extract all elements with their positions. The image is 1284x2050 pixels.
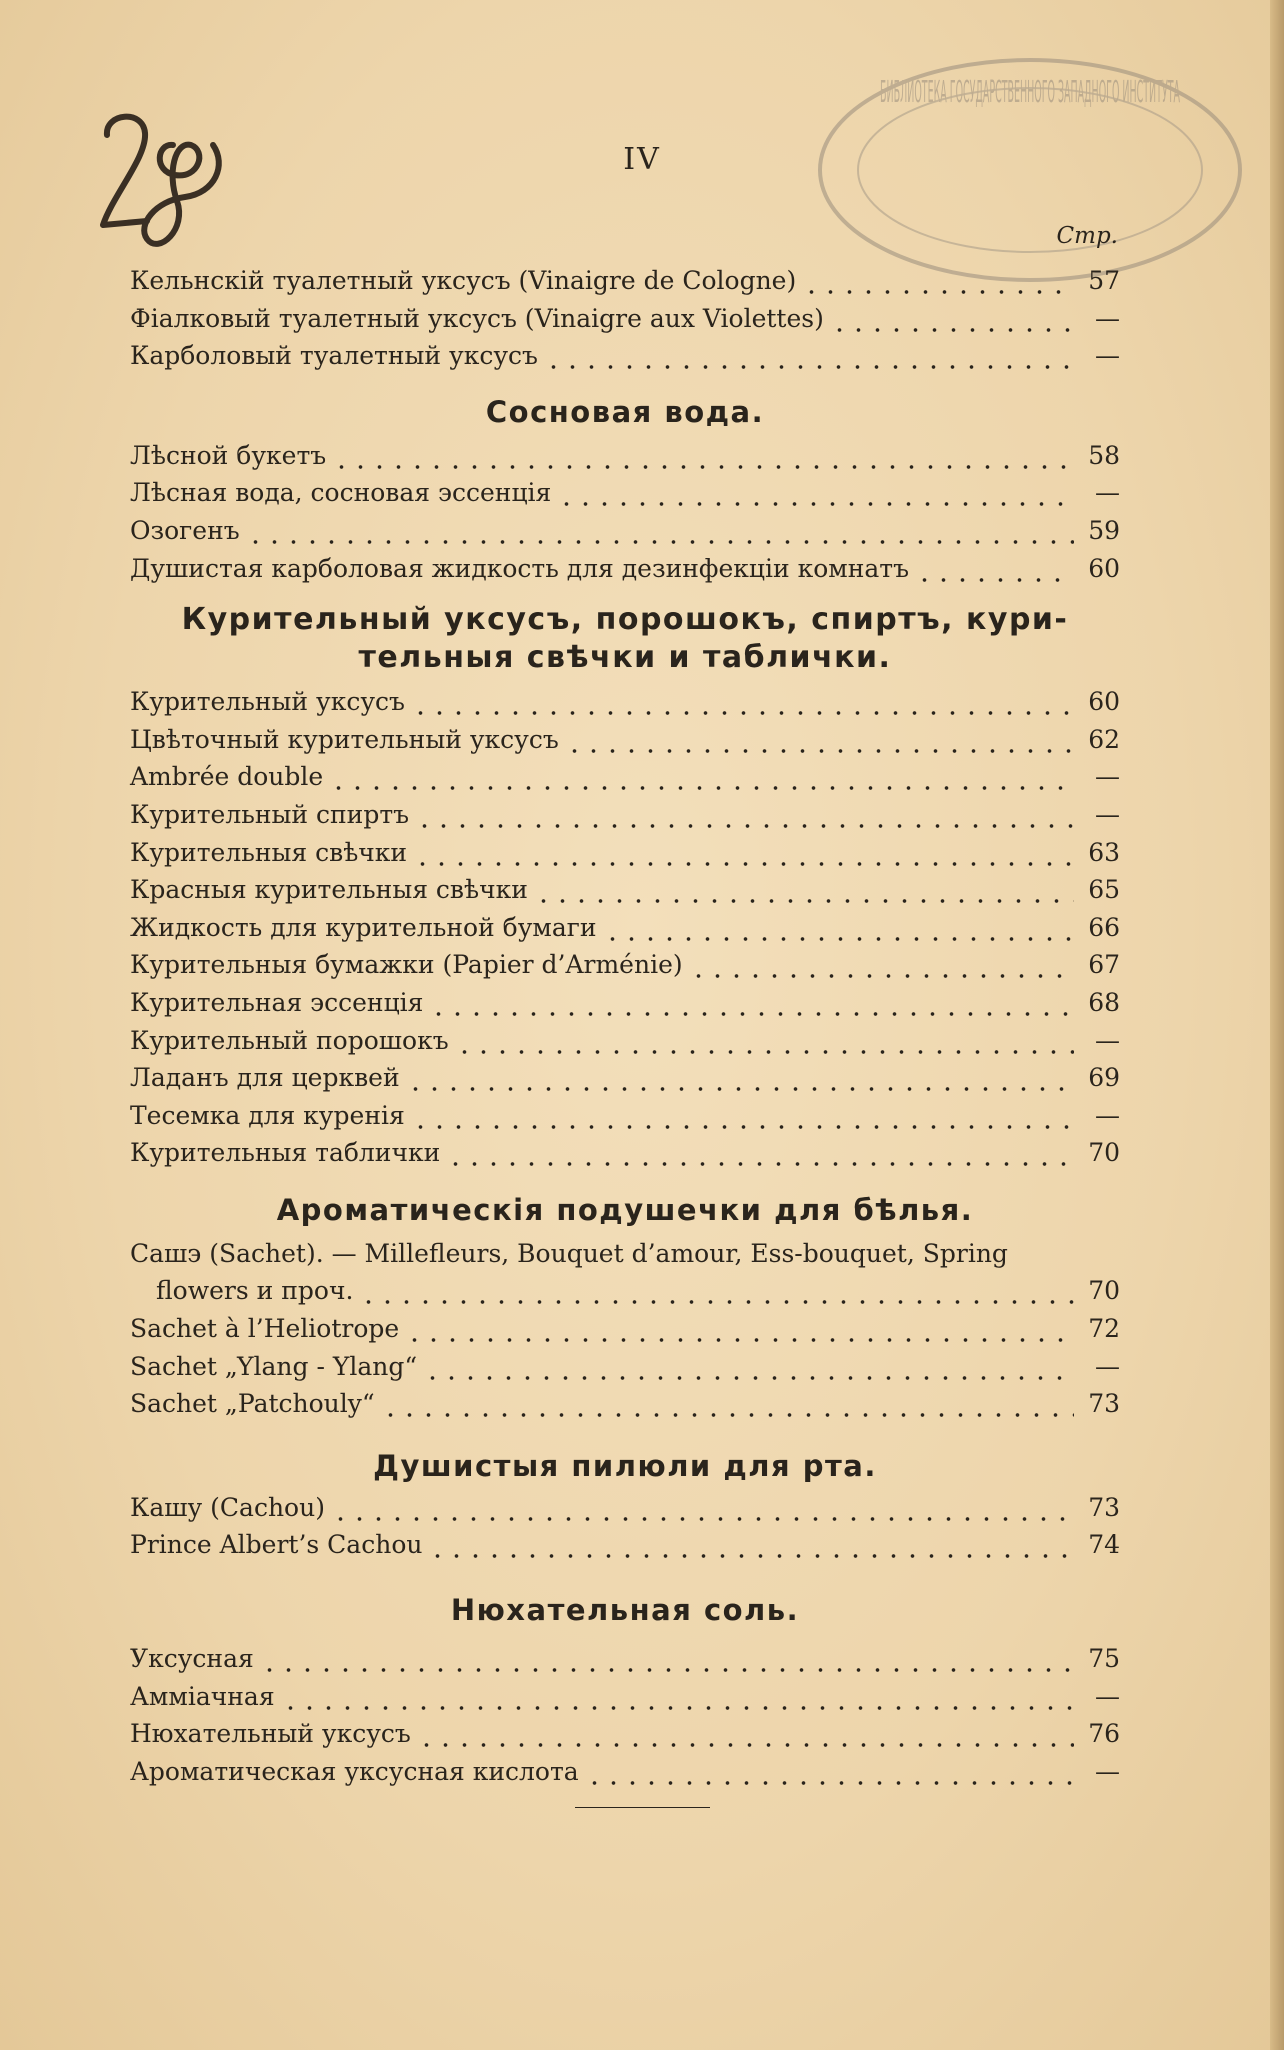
page-column-header: Стр. [1056, 223, 1118, 249]
dot-leader [332, 437, 1074, 475]
dot-leader [260, 1640, 1074, 1678]
entry-page: — [1095, 1100, 1120, 1130]
toc-entry [130, 1640, 1120, 1678]
entry-page: 66 [1088, 912, 1120, 942]
toc-entry [130, 683, 1120, 721]
entry-title: Озогенъ [130, 515, 240, 545]
toc-entry [130, 721, 1120, 759]
dot-leader [331, 1489, 1074, 1527]
entry-page: 62 [1088, 724, 1120, 754]
entry-page: 65 [1088, 875, 1120, 905]
section-heading-line: Курительный уксусъ, порошокъ, спиртъ, кури- [181, 602, 1069, 638]
entry-page: — [1095, 1756, 1120, 1786]
entry-page: 68 [1088, 987, 1120, 1017]
end-rule [575, 1807, 710, 1808]
toc-entry [130, 909, 1120, 947]
page-edge [1270, 0, 1284, 2050]
section-heading: Сосновая вода. [485, 394, 765, 429]
entry-title: Фiалковый туалетный уксусъ (Vinaigre aux Violettes) [130, 303, 824, 333]
toc-entry [130, 437, 1120, 475]
dot-leader [428, 1526, 1074, 1564]
entry-title: Sachet „Ylang - Ylang“ [130, 1351, 418, 1381]
entry-page: 73 [1088, 1389, 1120, 1419]
entry-page: — [1095, 1351, 1120, 1381]
dot-leader [411, 683, 1074, 721]
toc-entry [130, 1235, 1120, 1273]
toc-entry [130, 1526, 1120, 1564]
entry-title: Курительный порошокъ [130, 1025, 449, 1055]
dot-leader [246, 512, 1074, 550]
dot-leader [381, 1385, 1074, 1423]
dot-leader [534, 871, 1074, 909]
entry-page: 57 [1088, 266, 1120, 295]
entry-page: 75 [1088, 1644, 1120, 1674]
entry-page: — [1095, 341, 1120, 371]
toc-entry [130, 1385, 1120, 1423]
entry-title: Курительный уксусъ [130, 687, 405, 717]
entry-page: — [1095, 1025, 1120, 1055]
dot-leader [689, 946, 1074, 984]
toc-entry [130, 1348, 1120, 1386]
entry-title: Курительная эссенцiя [130, 987, 424, 1017]
toc-entry [130, 1310, 1120, 1348]
entry-page: 58 [1088, 440, 1120, 470]
entry-page: 72 [1088, 1314, 1120, 1344]
entry-title: Prince Albert’s Cachou [130, 1530, 423, 1560]
entry-page: 60 [1088, 687, 1120, 717]
dot-leader [802, 262, 1074, 300]
entry-page: 60 [1088, 553, 1120, 583]
dot-leader [359, 1272, 1074, 1310]
toc-entry [130, 1678, 1120, 1716]
dot-leader [915, 550, 1074, 588]
entry-page: 74 [1088, 1530, 1120, 1560]
entry-page: — [1095, 1681, 1120, 1711]
entry-page: 63 [1088, 837, 1120, 867]
toc-entry [130, 834, 1120, 872]
entry-title: flowers и проч. [156, 1276, 354, 1306]
entry-page: 69 [1088, 1063, 1120, 1093]
section-heading-line: тельныя свѣчки и таблички. [358, 640, 892, 676]
toc-entry [130, 1272, 1120, 1310]
stamp-text: БИБЛИОТЕКА ГОСУДАРСТВЕННОГО ЗАПАДНОГО ИНСТИТУТА [880, 75, 1181, 110]
toc-entry [130, 1134, 1120, 1172]
entry-title: Лѣсная вода, сосновая эссенцiя [130, 478, 552, 508]
toc-entry [130, 512, 1120, 550]
entry-title: Лѣсной букетъ [130, 440, 327, 470]
dot-leader [455, 1022, 1074, 1060]
dot-leader [830, 300, 1074, 338]
dot-leader [406, 1059, 1074, 1097]
toc-entry [130, 1059, 1120, 1097]
entry-title: Sachet à l’Heliotrope [130, 1314, 400, 1344]
section-heading: Душистыя пилюли для рта. [373, 1448, 877, 1483]
entry-title: Курительныя таблички [130, 1138, 441, 1168]
entry-title: Карболовый туалетный уксусъ [130, 341, 538, 371]
entry-title: Красныя курительныя свѣчки [130, 875, 528, 905]
dot-leader [417, 1715, 1074, 1753]
entry-title: Ароматическая уксусная кислота [130, 1756, 579, 1786]
toc-entry [130, 1097, 1120, 1135]
entry-title: Уксусная [130, 1644, 254, 1674]
section-heading [130, 601, 1120, 677]
dot-leader [585, 1753, 1074, 1791]
dot-leader [281, 1678, 1074, 1716]
dot-leader [411, 1097, 1074, 1135]
toc-entry [130, 796, 1120, 834]
entry-title: Тесемка для куренiя [130, 1100, 405, 1130]
entry-title: Sachet „Patchouly“ [130, 1389, 375, 1419]
entry-page: — [1095, 478, 1120, 508]
dot-leader [565, 721, 1074, 759]
entry-title: Жидкость для курительной бумаги [130, 912, 597, 942]
entry-title: Курительныя бумажки (Papier d’Arménie) [130, 950, 683, 980]
entry-title: Курительныя свѣчки [130, 837, 408, 867]
toc-entry [130, 1022, 1120, 1060]
toc-entry [130, 984, 1120, 1022]
toc-entry [130, 337, 1120, 375]
section-heading: Нюхательная соль. [450, 1593, 800, 1628]
toc-entry [130, 1489, 1120, 1527]
dot-leader [603, 909, 1074, 947]
entry-title: Кашу (Cachou) [130, 1492, 325, 1522]
entry-title: Цвѣточный курительный уксусъ [130, 724, 559, 754]
entry-page: — [1095, 799, 1120, 829]
dot-leader [413, 834, 1074, 872]
handwritten-number [95, 105, 235, 265]
dot-leader [423, 1348, 1074, 1386]
toc-entry [130, 300, 1120, 338]
toc-entry [130, 474, 1120, 512]
dot-leader [429, 984, 1074, 1022]
section-heading: Ароматическiя подушечки для бѣлья. [276, 1192, 974, 1227]
entry-page: 67 [1088, 950, 1120, 980]
dot-leader [544, 337, 1074, 375]
dot-leader [557, 474, 1074, 512]
entry-page: 73 [1088, 1492, 1120, 1522]
toc-entry [130, 946, 1120, 984]
toc-entry [130, 262, 1120, 300]
entry-page: 70 [1088, 1138, 1120, 1168]
toc-entry [130, 871, 1120, 909]
dot-leader [415, 796, 1074, 834]
dot-leader [446, 1134, 1074, 1172]
toc-entry [130, 758, 1120, 796]
entry-title: Кельнскiй туалетный уксусъ (Vinaigre de Cologne) [130, 266, 797, 295]
entry-title: Душистая карболовая жидкость для дезинфекцiи комнатъ [130, 553, 910, 583]
entry-title: Ambrée double [130, 762, 324, 792]
dot-leader [329, 758, 1074, 796]
entry-title: Аммiачная [130, 1681, 275, 1711]
entry-page: 76 [1088, 1719, 1120, 1749]
entry-title: Курительный спиртъ [130, 799, 410, 829]
toc-entry [130, 1753, 1120, 1791]
page-folio: IV [623, 142, 661, 177]
toc-entry [130, 550, 1120, 588]
entry-page: — [1095, 303, 1120, 333]
entry-page: 70 [1088, 1276, 1120, 1306]
dot-leader [405, 1310, 1074, 1348]
entry-title: Нюхательный уксусъ [130, 1719, 411, 1749]
entry-title: Сашэ (Sachet). — Millefleurs, Bouquet d’amour, Ess-bouquet, Spring [130, 1238, 1008, 1268]
entry-page: — [1095, 762, 1120, 792]
table-of-contents [130, 262, 1120, 1790]
entry-page: 59 [1088, 515, 1120, 545]
toc-entry [130, 1715, 1120, 1753]
entry-title: Ладанъ для церквей [130, 1063, 400, 1093]
